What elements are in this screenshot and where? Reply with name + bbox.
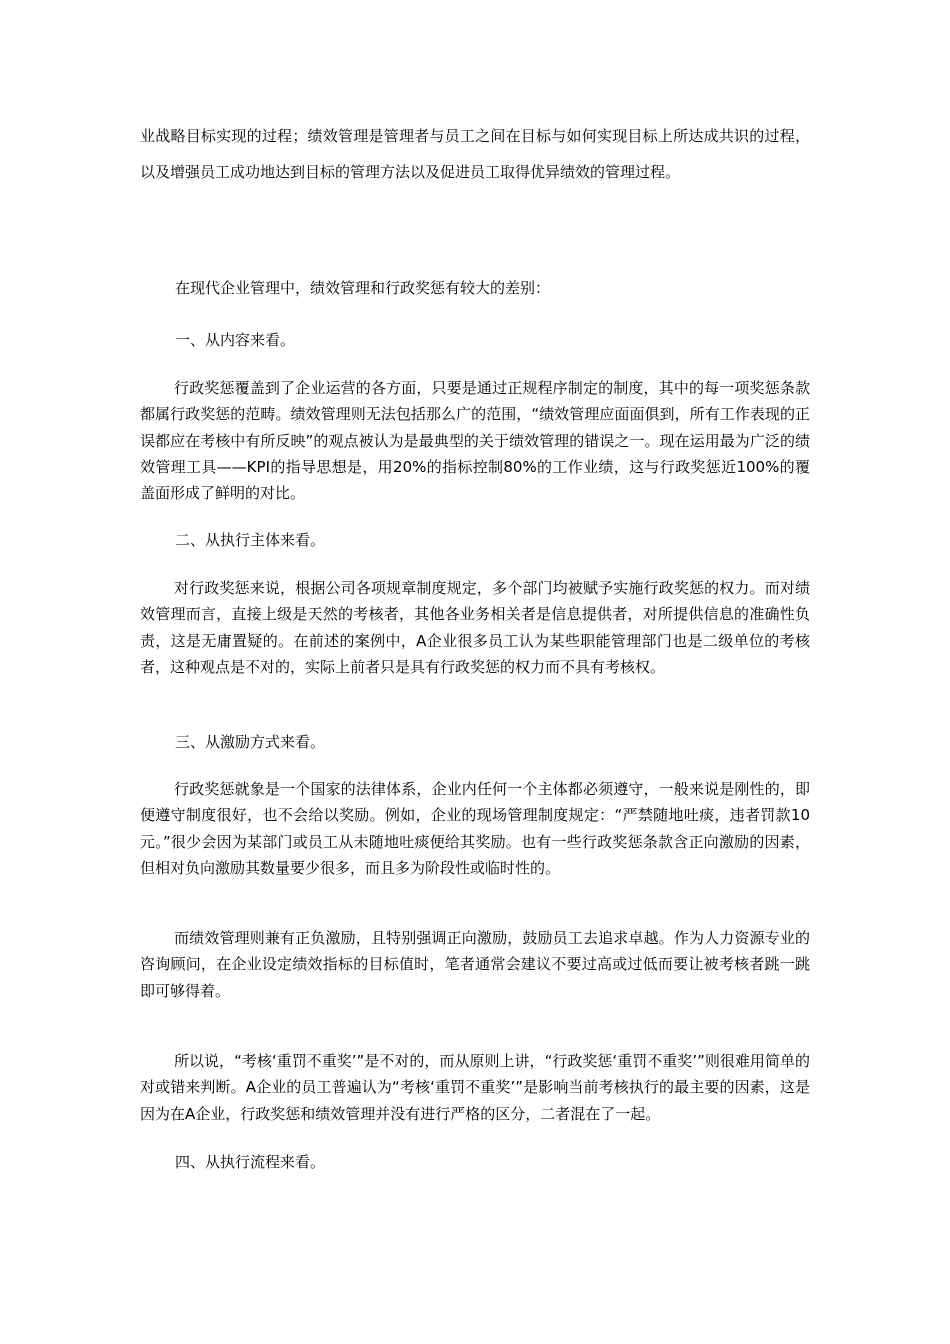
- paragraph-conclusion: 所以说，“考核‘重罚不重奖’”是不对的，而从原则上讲，“行政奖惩‘重罚不重奖’”则很难用简单的对或错来判断。A企业的员工普遍认为“考核‘重罚不重奖’”是影响当前考核执行的最主要的因素，这是因为在A企业，行政奖惩和绩效管理并没有进行严格的区分，二者混在了一起。: [140, 1052, 810, 1123]
- paragraph-executor: 对行政奖惩来说，根据公司各项规章制度规定，多个部门均被赋予实施行政奖惩的权力。而对绩效管理而言，直接上级是天然的考核者，其他各业务相关者是信息提供者，对所提供信息的准确性负责，这是无庸置疑的。在前述的案例中，A企业很多员工认为某些职能管理部门也是二级单位的考核者，这种观点是不对的，实际上前者只是具有行政奖惩的权力而不具有考核权。: [140, 579, 810, 676]
- paragraph-content: 行政奖惩覆盖到了企业运营的各方面，只要是通过正规程序制定的制度，其中的每一项奖惩条款都属行政奖惩的范畴。绩效管理则无法包括那么广的范围，“绩效管理应面面俱到，所有工作表现的正误都应在考核中有所反映”的观点被认为是最典型的关于绩效管理的错误之一。现在运用最为广泛的绩效管理工具——KPI的指导思想是，用20%的指标控制80%的工作业绩，这与行政奖惩近100%的覆盖面形成了鲜明的对比。: [140, 379, 810, 503]
- section-heading-content: 一、从内容来看。: [175, 331, 296, 349]
- paragraph-differences-intro: 在现代企业管理中，绩效管理和行政奖惩有较大的差别：: [175, 279, 551, 297]
- paragraph-incentive-admin: 行政奖惩就象是一个国家的法律体系，企业内任何一个主体都必须遵守，一般来说是刚性的，即便遵守制度很好，也不会给以奖励。例如，企业的现场管理制度规定：“严禁随地吐痰，违者罚款10元。”很少会因为某部门或员工从未随地吐痰便给其奖励。也有一些行政奖惩条款含正向激励的因素，但相对负向激励其数量要少很多，而且多为阶段性或临时性的。: [140, 780, 810, 877]
- paragraph-incentive-performance: 而绩效管理则兼有正负激励，且特别强调正向激励，鼓励员工去追求卓越。作为人力资源专业的咨询顾问，在企业设定绩效指标的目标值时，笔者通常会建议不要过高或过低而要让被考核者跳一跳即可够得着。: [140, 929, 810, 1000]
- section-heading-incentive: 三、从激励方式来看。: [175, 733, 326, 751]
- section-heading-executor: 二、从执行主体来看。: [175, 531, 326, 549]
- paragraph-intro-continuation: 业战略目标实现的过程；绩效管理是管理者与员工之间在目标与如何实现目标上所达成共识的过程，以及增强员工成功地达到目标的管理方法以及促进员工取得优异绩效的管理过程。: [140, 127, 810, 181]
- section-heading-process: 四、从执行流程来看。: [175, 1153, 326, 1171]
